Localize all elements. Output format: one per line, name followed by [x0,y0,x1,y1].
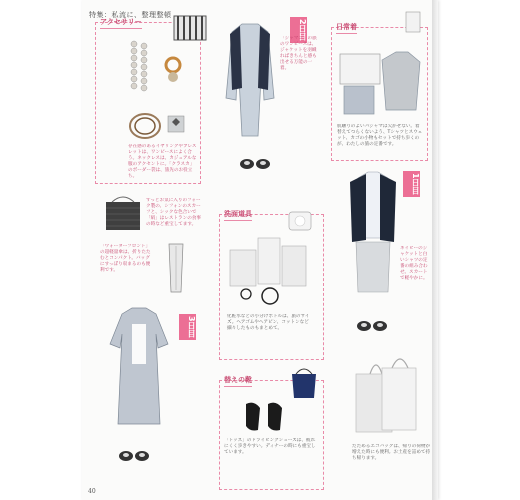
page-number: 40 [88,488,96,495]
accessory-title: アクセサリー [100,17,142,29]
day3-badge: 3日目 [179,314,196,340]
day2-sneakers-icon [238,154,272,172]
day2-badge: 2日目 [290,17,307,43]
loafers-icon [240,398,288,434]
gold-bracelet-icon [160,55,186,85]
accessory-caption: 存在感のあるイヤリングやブレスレットは、ワンピースによく合う。ネックレスは、カジュアルな服のアクセントに。「クラスカ」のボーダー袋は、旅先のお役立ち。 [128,144,197,178]
pajama-set-icon [336,48,422,118]
daily-wear-title: 日常着 [336,22,357,34]
tote-bags-icon [352,352,418,438]
day1-outfit-icon [344,168,402,304]
pouch-note: ずっとお気に入りのフォーク製の、シフォンのスカーフと、シックな色合いで「絹」はレストランの食事の時など重宝してます。 [146,198,201,227]
wash-kit-caption: 化粧水などの小分けボトルは、旅のサイズ。ヘアゴムやヘアピン、コットンなど細々したものもまとめて。 [227,314,310,331]
bags-note: たためるエコバッグは、帰りの荷物が増えた時にも便利。お土産を詰めて持ち帰ります。 [352,444,431,461]
gift-box-icon [166,112,186,134]
day1-sneakers-icon [355,316,389,334]
socks-icon [402,10,424,34]
daily-wear-caption: 肌触りのよいパジャマは欠かせない。着替えてつらくないよう、Tシャツとスウェット、カゴの小物もセットで持ち歩くのが、わたしの旅の定番です。 [337,124,423,147]
striped-pouch-icon [172,14,208,42]
feature-header: 特集：私流に、整理整頓 [89,11,172,19]
shoes-title: 替えの靴 [224,375,252,387]
mesh-pouch-icon [102,194,144,234]
pearl-necklace-icon [124,38,160,98]
folded-umbrella-icon [161,240,191,298]
day2-outfit-icon [218,18,282,146]
day3-outfit-icon [102,304,176,434]
toiletry-bottles-icon [228,230,310,310]
wash-kit-title: 洗面道具 [224,209,252,221]
day2-note: 「ジャマン」の旅のワンピースは、ジャケットを羽織ればきちんと感も出せる万能の一着。 [280,36,317,71]
day3-sneakers-icon [117,446,151,464]
day1-badge: 1日目 [403,171,420,197]
day1-note: ネイビーのジャケットと白いシャツの定番の組み合わせ。スカートで軽やかに。 [400,246,428,281]
shoes-caption: 「トッズ」のドライビングシューズは、疲れにくく歩きやすい。ディナーの時にも重宝しています。 [224,438,316,455]
bag-note: 「ウォーターフロント」の超軽量傘は、折りたたむとコンパクト。バッグにすっぽり収まるのも便利です。 [100,244,151,273]
page-gutter [432,0,438,500]
leather-cord-icon [125,108,165,144]
shoe-bag-icon [288,366,320,402]
